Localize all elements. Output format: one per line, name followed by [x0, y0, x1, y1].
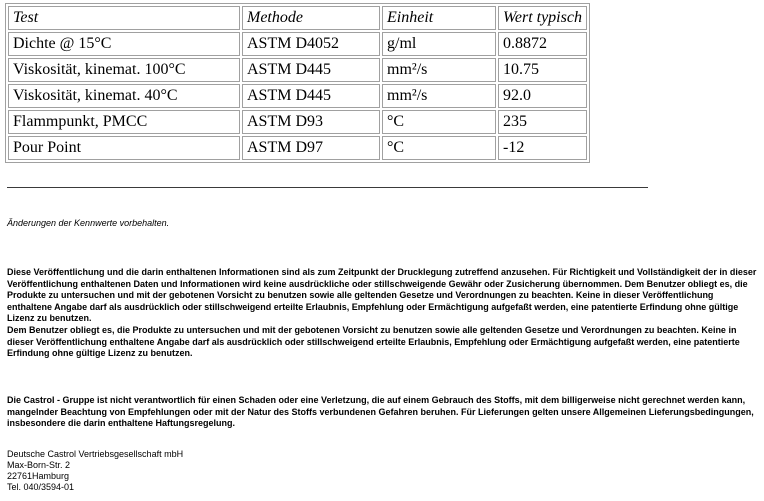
company-address [7, 449, 183, 493]
cell-wert: 92.0 [498, 84, 587, 108]
cell-test: Flammpunkt, PMCC [8, 110, 240, 134]
liability-paragraph: Die Castrol - Gruppe ist nicht verantwortlich für einen Schaden oder eine Verletzung, die auf einem Gebrauch des Stoffs, mit dem billigerweise nicht gerechnet werden kann, mangelnder Beachtung von Empfehlungen oder mit der Natur des Stoffs verbundenen Gefahren beruhen. Für Lieferungen gelten unsere Allgemeinen Lieferungsbedingungen, insbesondere die darin enthaltene Haftungsregelung. [7, 395, 754, 429]
table-row [8, 110, 587, 134]
table-row [8, 136, 587, 160]
table-row [8, 84, 587, 108]
liability-block [7, 395, 759, 430]
cell-wert: 235 [498, 110, 587, 134]
phone: Tel. 040/3594-01 [7, 482, 75, 492]
cell-test: Viskosität, kinemat. 100°C [8, 58, 240, 82]
table-row [8, 32, 587, 56]
cell-einheit: mm²/s [382, 58, 496, 82]
cell-einheit: g/ml [382, 32, 496, 56]
legal-block [7, 267, 759, 360]
cell-test: Dichte @ 15°C [8, 32, 240, 56]
header-einheit: Einheit [382, 6, 496, 30]
legal-paragraph: Diese Veröffentlichung und die darin enthaltenen Informationen sind als zum Zeitpunkt der Drucklegung zutreffend anzusehen. Für Richtigkeit und Vollständigkeit der in dieser Veröffentlichung enthaltenen Daten und Informationen wird keine ausdrückliche oder stillschweigende Gewähr oder Zusicherung übernommen. Dem Benutzer obliegt es, die Produkte zu untersuchen und mit der gebotenen Vorsicht zu benutzen sowie alle geltenden Gesetze und Verordnungen zu beachten. Keine in dieser Veröffentlichung enthaltene Angabe darf als ausdrücklich oder stillschweigend erteilte Erlaubnis, Empfehlung oder Ermächtigung aufgefaßt werden, eine patentierte Erfindung ohne gültige Lizenz zu benutzen. [7, 267, 757, 324]
header-wert-typisch: Wert typisch [498, 6, 587, 30]
company-name: Deutsche Castrol Vertriebsgesellschaft mbH [7, 449, 184, 459]
cell-wert: 10.75 [498, 58, 587, 82]
spec-table [5, 3, 590, 163]
city: 22761Hamburg [7, 471, 70, 481]
cell-test: Viskosität, kinemat. 40°C [8, 84, 240, 108]
cell-methode: ASTM D97 [242, 136, 380, 160]
street: Max-Born-Str. 2 [7, 460, 71, 470]
table-row [8, 58, 587, 82]
cell-einheit: °C [382, 136, 496, 160]
cell-wert: -12 [498, 136, 587, 160]
cell-test: Pour Point [8, 136, 240, 160]
cell-methode: ASTM D93 [242, 110, 380, 134]
cell-einheit: °C [382, 110, 496, 134]
legal-paragraph: Dem Benutzer obliegt es, die Produkte zu untersuchen und mit der gebotenen Vorsicht zu benutzen sowie alle geltenden Gesetze und Verordnungen zu beachten. Keine in dieser Veröffentlichung enthaltene Angabe darf als ausdrücklich oder stillschweigend erteilte Erlaubnis, Empfehlung oder Ermächtigung aufgefaßt werden, eine patentierte Erfindung ohne gültige Lizenz zu benutzen. [7, 324, 740, 359]
cell-einheit: mm²/s [382, 84, 496, 108]
cell-wert: 0.8872 [498, 32, 587, 56]
cell-methode: ASTM D4052 [242, 32, 380, 56]
table-header-row [8, 6, 587, 30]
disclaimer-note: Änderungen der Kennwerte vorbehalten. [7, 218, 170, 228]
header-test: Test [8, 6, 240, 30]
cell-methode: ASTM D445 [242, 84, 380, 108]
divider-line [7, 187, 648, 188]
cell-methode: ASTM D445 [242, 58, 380, 82]
header-methode: Methode [242, 6, 380, 30]
